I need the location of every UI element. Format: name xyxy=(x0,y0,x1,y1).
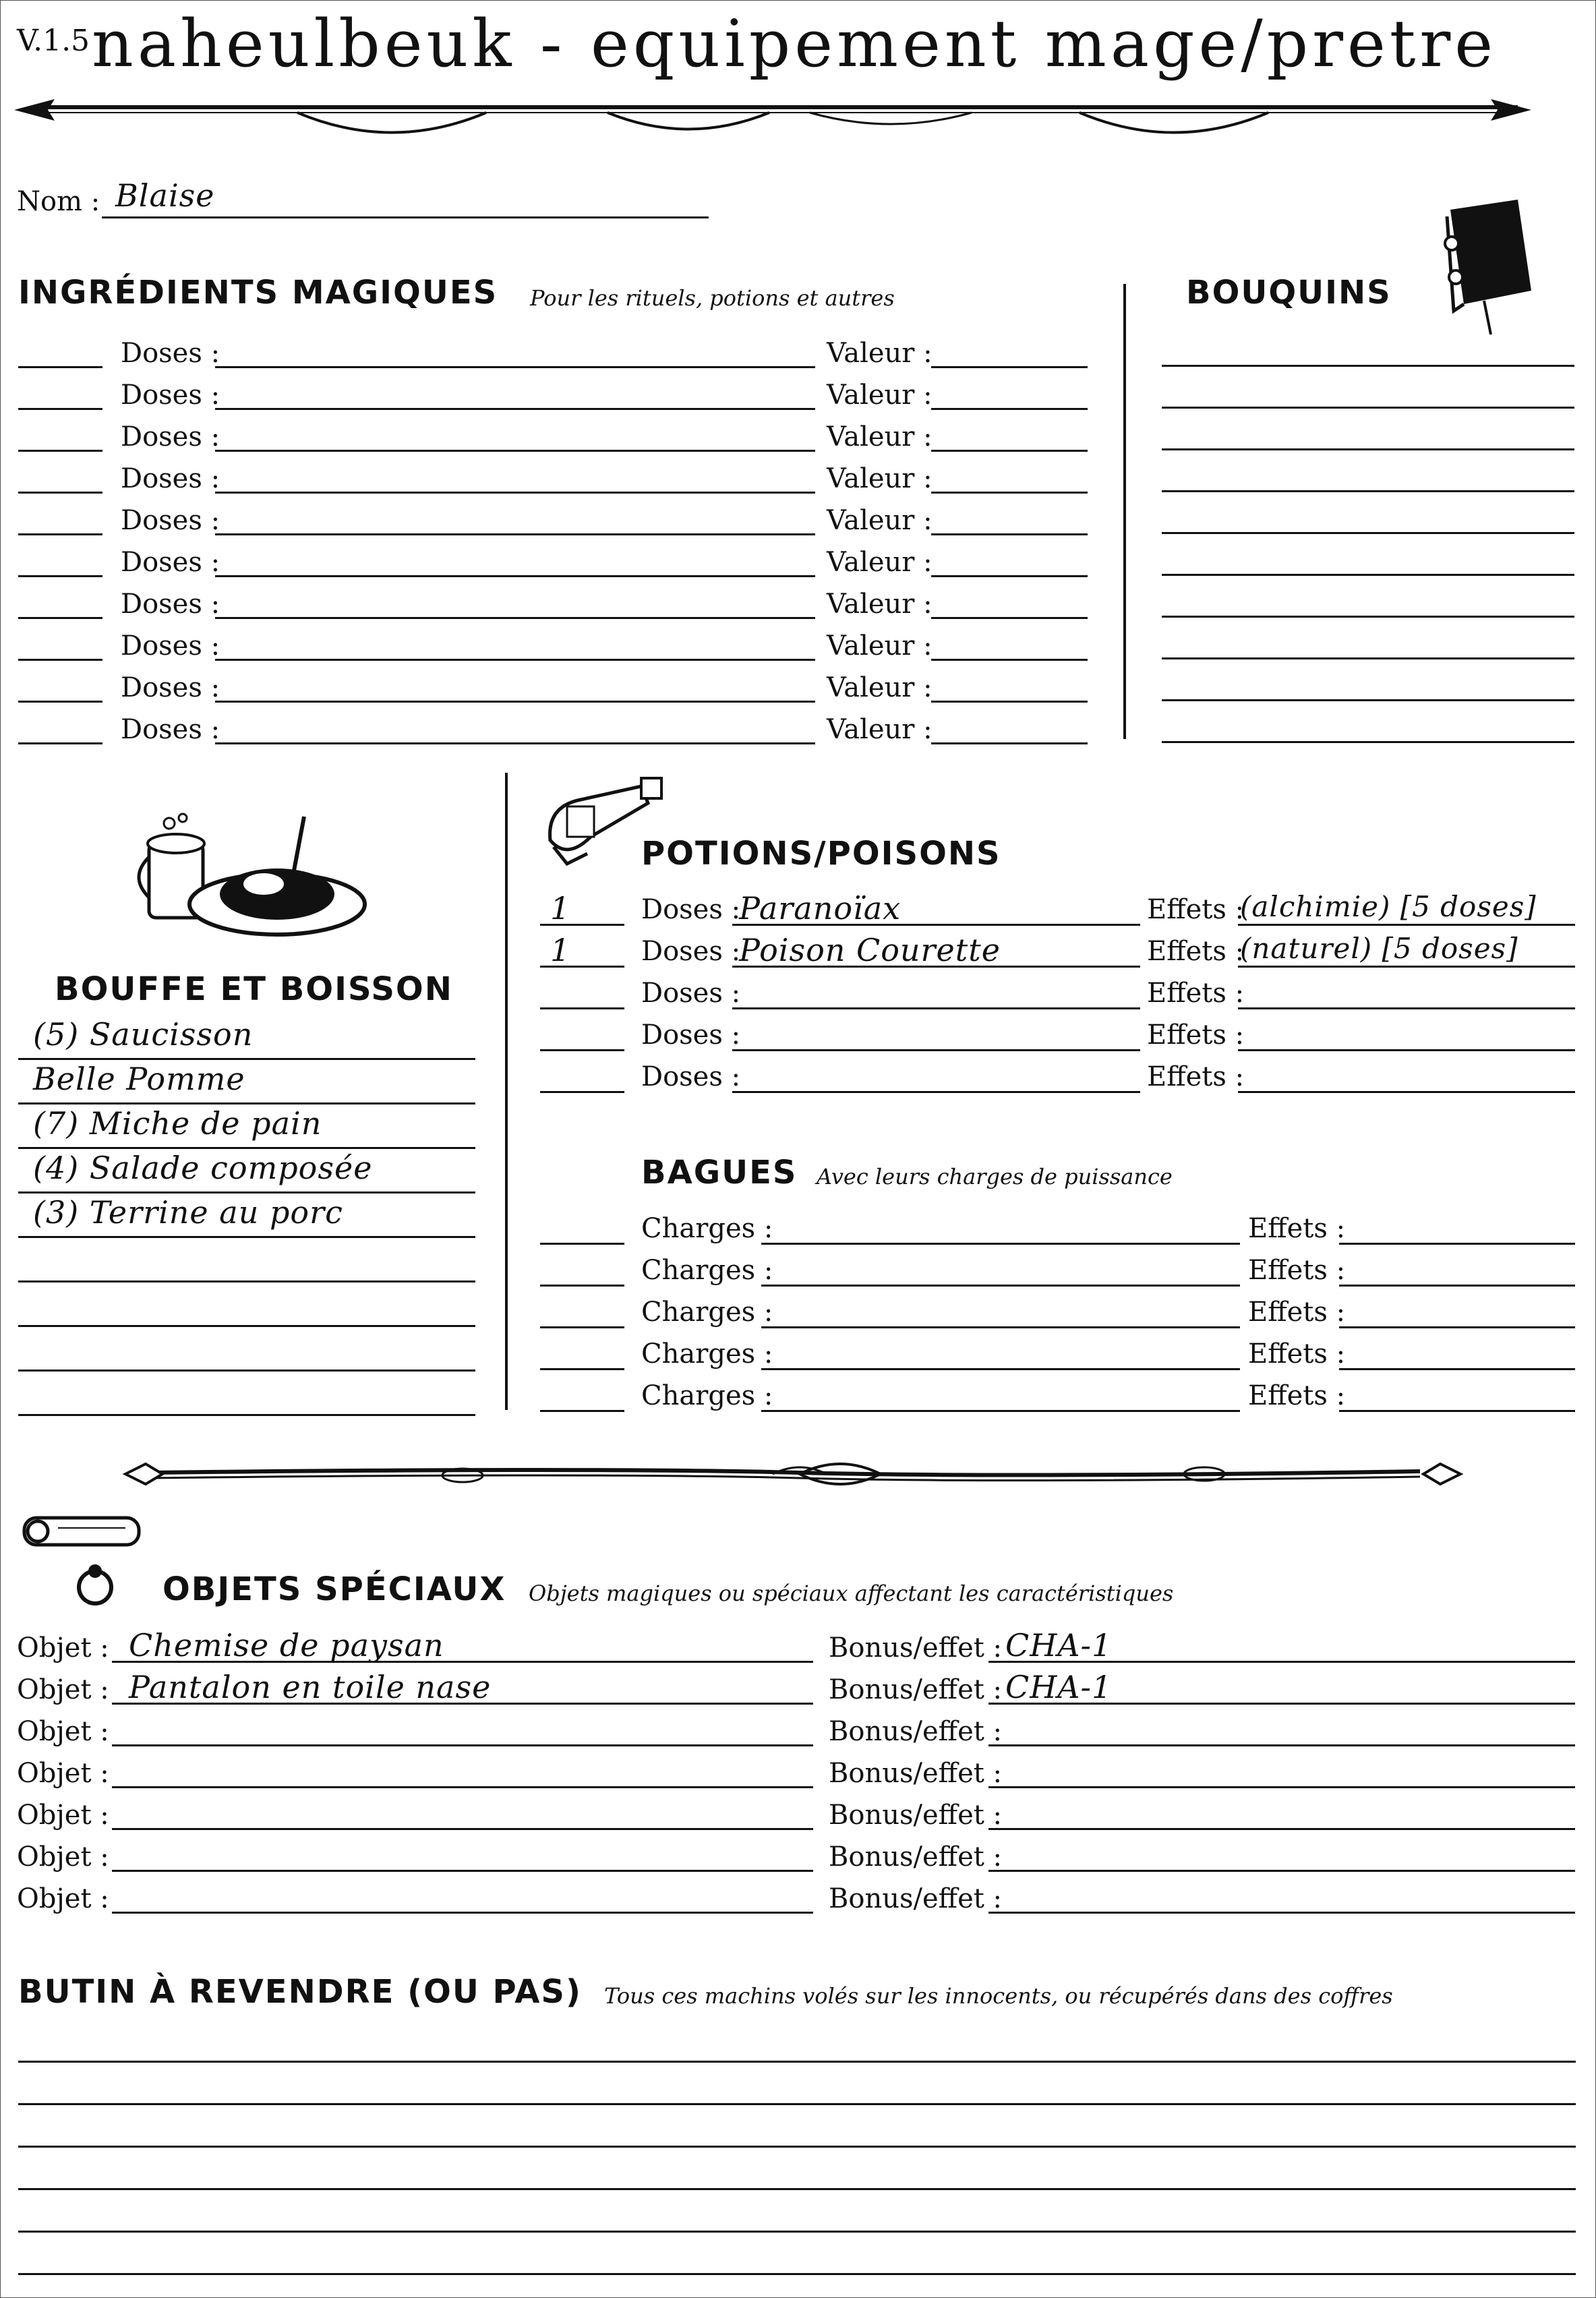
potion-qty-line[interactable] xyxy=(540,1007,624,1009)
ingredient-name-line[interactable] xyxy=(215,617,815,619)
ingredient-doses-label: Doses : xyxy=(121,380,220,411)
ingredients-title: INGRÉDIENTS MAGIQUES xyxy=(18,274,498,312)
ingredient-qty-line[interactable] xyxy=(18,617,102,619)
nom-line xyxy=(102,216,709,218)
bouffe-line[interactable] xyxy=(18,1236,475,1238)
ingredient-doses-label: Doses : xyxy=(121,505,220,536)
ingredient-valeur-line[interactable] xyxy=(931,575,1088,577)
objets-title: OBJETS SPÉCIAUX xyxy=(162,1570,506,1608)
nom-value[interactable]: Blaise xyxy=(115,177,215,214)
potion-effets-label: Effets : xyxy=(1147,1020,1245,1051)
bague-effets-line[interactable] xyxy=(1339,1410,1575,1412)
ingredient-valeur-line[interactable] xyxy=(931,617,1088,619)
ingredient-doses-label: Doses : xyxy=(121,714,220,745)
objet-label: Objet : xyxy=(17,1800,109,1831)
ingredient-valeur-label: Valeur : xyxy=(827,714,933,745)
bague-effets-line[interactable] xyxy=(1339,1368,1575,1370)
ingredient-name-line[interactable] xyxy=(215,408,815,410)
ingredient-valeur-line[interactable] xyxy=(931,408,1088,410)
bague-effets-line[interactable] xyxy=(1339,1326,1575,1328)
ingredient-qty-line[interactable] xyxy=(18,701,102,703)
bouquin-line[interactable] xyxy=(1162,741,1574,743)
butin-line[interactable] xyxy=(18,2103,1576,2105)
ingredient-name-line[interactable] xyxy=(215,533,815,535)
bague-effets-label: Effets : xyxy=(1248,1255,1346,1286)
ingredient-valeur-label: Valeur : xyxy=(827,630,933,661)
bouffe-line[interactable] xyxy=(18,1280,475,1283)
objet-label: Objet : xyxy=(17,1842,109,1873)
ingredient-qty-line[interactable] xyxy=(18,408,102,410)
bouffe-item[interactable]: (4) Salade composée xyxy=(33,1150,373,1186)
ingredient-doses-label: Doses : xyxy=(121,547,220,578)
bagues-title: BAGUES xyxy=(641,1154,798,1191)
ingredient-name-line[interactable] xyxy=(215,450,815,452)
ingredient-qty-line[interactable] xyxy=(18,450,102,452)
bouquin-line[interactable] xyxy=(1162,616,1574,618)
objet-line[interactable] xyxy=(112,1661,813,1663)
bonus-line[interactable] xyxy=(988,1870,1575,1872)
bague-effets-label: Effets : xyxy=(1248,1297,1346,1328)
potion-name-line[interactable] xyxy=(732,966,1140,968)
butin-line[interactable] xyxy=(18,2146,1576,2148)
bouffe-line[interactable] xyxy=(18,1325,475,1327)
ingredient-name-line[interactable] xyxy=(215,492,815,494)
objet-label: Objet : xyxy=(17,1883,109,1914)
potion-doses-label: Doses : xyxy=(641,1020,741,1051)
potion-name-line[interactable] xyxy=(732,924,1140,926)
bouquin-line[interactable] xyxy=(1162,407,1574,409)
potions-title: POTIONS/POISONS xyxy=(641,835,1001,873)
bouffe-item[interactable]: (7) Miche de pain xyxy=(33,1105,322,1142)
book-icon xyxy=(1437,196,1538,338)
ingredient-name-line[interactable] xyxy=(215,575,815,577)
bonus-line[interactable] xyxy=(988,1703,1575,1705)
ingredient-doses-label: Doses : xyxy=(121,630,220,661)
potion-doses-label: Doses : xyxy=(641,936,741,967)
bouffe-item[interactable]: (5) Saucisson xyxy=(33,1016,254,1053)
middle-separator xyxy=(505,773,508,1410)
butin-line[interactable] xyxy=(18,2273,1576,2275)
objet-line[interactable] xyxy=(112,1870,813,1872)
bouquin-line[interactable] xyxy=(1162,448,1574,450)
ingredient-name-line[interactable] xyxy=(215,366,815,368)
potion-doses-label: Doses : xyxy=(641,894,741,925)
ingredient-valeur-line[interactable] xyxy=(931,492,1088,494)
potion-effets-label: Effets : xyxy=(1147,978,1245,1009)
potion-name[interactable]: Paranoïax xyxy=(739,890,902,926)
bouffe-item[interactable]: Belle Pomme xyxy=(33,1061,245,1097)
ingredient-valeur-line[interactable] xyxy=(931,533,1088,535)
bouffe-line[interactable] xyxy=(18,1147,475,1149)
bague-effets-label: Effets : xyxy=(1248,1338,1346,1369)
ingredient-doses-label: Doses : xyxy=(121,589,220,620)
ingredient-valeur-label: Valeur : xyxy=(827,463,933,494)
bouffe-line[interactable] xyxy=(18,1414,475,1416)
bonus-label: Bonus/effet : xyxy=(829,1632,1003,1663)
butin-line[interactable] xyxy=(18,2231,1576,2233)
objet-line[interactable] xyxy=(112,1703,813,1705)
bague-charges-label: Charges : xyxy=(641,1338,773,1369)
ingredient-name-line[interactable] xyxy=(215,742,815,744)
potion-effet-line[interactable] xyxy=(1238,1007,1575,1009)
potion-doses-label: Doses : xyxy=(641,978,741,1009)
bague-effets-label: Effets : xyxy=(1248,1380,1346,1411)
potion-effets-label: Effets : xyxy=(1147,894,1245,925)
ingredient-doses-label: Doses : xyxy=(121,421,220,452)
ingredient-qty-line[interactable] xyxy=(18,575,102,577)
ingredient-valeur-label: Valeur : xyxy=(827,547,933,578)
bague-charges-label: Charges : xyxy=(641,1297,773,1328)
bonus-value[interactable]: CHA-1 xyxy=(1005,1627,1113,1663)
ingredient-valeur-line[interactable] xyxy=(931,742,1088,744)
staff-divider-icon xyxy=(125,1447,1460,1501)
ingredient-valeur-line[interactable] xyxy=(931,450,1088,452)
potion-effet[interactable]: (alchimie) [5 doses] xyxy=(1240,890,1537,923)
potion-qty-line[interactable] xyxy=(540,1049,624,1051)
potion-qty-line[interactable] xyxy=(540,924,624,926)
ingredient-valeur-label: Valeur : xyxy=(827,672,933,703)
bague-qty-line[interactable] xyxy=(540,1368,624,1370)
potion-name[interactable]: Poison Courette xyxy=(739,932,1001,968)
nom-label: Nom : xyxy=(17,186,100,217)
scroll-icon xyxy=(18,1508,152,1555)
potion-doses-label: Doses : xyxy=(641,1061,741,1092)
objet-value[interactable]: Pantalon en toile nase xyxy=(129,1669,492,1705)
ingredient-valeur-line[interactable] xyxy=(931,366,1088,368)
ring-icon xyxy=(71,1562,119,1609)
ingredients-separator xyxy=(1123,284,1126,739)
bonus-label: Bonus/effet : xyxy=(829,1800,1003,1831)
bague-qty-line[interactable] xyxy=(540,1326,624,1328)
bonus-value[interactable]: CHA-1 xyxy=(1005,1669,1113,1705)
potion-qty-line[interactable] xyxy=(540,1091,624,1093)
potion-effet-line[interactable] xyxy=(1238,1049,1575,1051)
bouquin-line[interactable] xyxy=(1162,574,1574,576)
bonus-label: Bonus/effet : xyxy=(829,1883,1003,1914)
bague-charges-line[interactable] xyxy=(761,1285,1240,1287)
bonus-line[interactable] xyxy=(988,1786,1575,1788)
bague-qty-line[interactable] xyxy=(540,1410,624,1412)
ingredient-valeur-line[interactable] xyxy=(931,659,1088,661)
ingredient-doses-label: Doses : xyxy=(121,338,220,369)
spear-divider-icon xyxy=(14,88,1531,149)
bague-charges-line[interactable] xyxy=(761,1326,1240,1328)
bague-charges-label: Charges : xyxy=(641,1380,773,1411)
objet-line[interactable] xyxy=(112,1744,813,1746)
bonus-label: Bonus/effet : xyxy=(829,1716,1003,1747)
ingredient-qty-line[interactable] xyxy=(18,492,102,494)
ingredient-qty-line[interactable] xyxy=(18,659,102,661)
bonus-label: Bonus/effet : xyxy=(829,1758,1003,1789)
bonus-line[interactable] xyxy=(988,1661,1575,1663)
page-title: naheulbeuk - equipement mage/pretre xyxy=(92,6,1498,82)
potion-qty[interactable]: 1 xyxy=(550,890,571,926)
food-plate-icon xyxy=(142,803,372,945)
potion-name-line[interactable] xyxy=(732,1007,1140,1009)
bouquin-line[interactable] xyxy=(1162,490,1574,492)
bonus-label: Bonus/effet : xyxy=(829,1674,1003,1705)
ingredient-valeur-label: Valeur : xyxy=(827,505,933,536)
ingredient-qty-line[interactable] xyxy=(18,533,102,535)
objet-line[interactable] xyxy=(112,1912,813,1914)
version-label: V.1.5 xyxy=(17,24,90,58)
objet-label: Objet : xyxy=(17,1758,109,1789)
potion-effets-label: Effets : xyxy=(1147,936,1245,967)
potion-effet-line[interactable] xyxy=(1238,924,1575,926)
bague-qty-line[interactable] xyxy=(540,1243,624,1245)
potion-effet-line[interactable] xyxy=(1238,1091,1575,1093)
bouquins-title: BOUQUINS xyxy=(1186,274,1392,312)
objet-label: Objet : xyxy=(17,1674,109,1705)
bonus-label: Bonus/effet : xyxy=(829,1842,1003,1873)
butin-line[interactable] xyxy=(18,2188,1576,2190)
bague-effets-label: Effets : xyxy=(1248,1213,1346,1244)
bouquin-line[interactable] xyxy=(1162,657,1574,659)
butin-title: BUTIN À REVENDRE (OU PAS) xyxy=(18,1973,582,2011)
butin-subtitle: Tous ces machins volés sur les innocents, ou récupérés dans des coffres xyxy=(604,1983,1393,2009)
bonus-line[interactable] xyxy=(988,1828,1575,1830)
ingredient-qty-line[interactable] xyxy=(18,742,102,744)
potion-name-line[interactable] xyxy=(732,1091,1140,1093)
bouquin-line[interactable] xyxy=(1162,532,1574,534)
objet-label: Objet : xyxy=(17,1632,109,1663)
bouquin-line[interactable] xyxy=(1162,699,1574,701)
bouffe-line[interactable] xyxy=(18,1191,475,1194)
potion-effet[interactable]: (naturel) [5 doses] xyxy=(1240,932,1518,965)
ingredients-subtitle: Pour les rituels, potions et autres xyxy=(530,285,895,311)
bouquin-line[interactable] xyxy=(1162,365,1574,367)
ingredient-valeur-label: Valeur : xyxy=(827,380,933,411)
ingredient-name-line[interactable] xyxy=(215,701,815,703)
bague-qty-line[interactable] xyxy=(540,1285,624,1287)
ingredient-name-line[interactable] xyxy=(215,659,815,661)
ingredient-doses-label: Doses : xyxy=(121,672,220,703)
ingredient-valeur-label: Valeur : xyxy=(827,338,933,369)
bague-charges-label: Charges : xyxy=(641,1213,773,1244)
bague-charges-line[interactable] xyxy=(761,1368,1240,1370)
ingredient-valeur-label: Valeur : xyxy=(827,589,933,620)
objet-label: Objet : xyxy=(17,1716,109,1747)
bague-charges-line[interactable] xyxy=(761,1410,1240,1412)
bagues-subtitle: Avec leurs charges de puissance xyxy=(817,1164,1173,1189)
objet-line[interactable] xyxy=(112,1828,813,1830)
potion-effet-line[interactable] xyxy=(1238,966,1575,968)
bouffe-title: BOUFFE ET BOISSON xyxy=(55,970,453,1008)
bague-charges-label: Charges : xyxy=(641,1255,773,1286)
bonus-line[interactable] xyxy=(988,1912,1575,1914)
bonus-line[interactable] xyxy=(988,1744,1575,1746)
bague-effets-line[interactable] xyxy=(1339,1285,1575,1287)
bague-charges-line[interactable] xyxy=(761,1243,1240,1245)
bouffe-line[interactable] xyxy=(18,1058,475,1060)
bouffe-line[interactable] xyxy=(18,1369,475,1372)
butin-line[interactable] xyxy=(18,2061,1576,2063)
potion-qty[interactable]: 1 xyxy=(550,932,571,968)
bouffe-item[interactable]: (3) Terrine au porc xyxy=(33,1194,343,1231)
bague-effets-line[interactable] xyxy=(1339,1243,1575,1245)
potion-effets-label: Effets : xyxy=(1147,1061,1245,1092)
ingredient-qty-line[interactable] xyxy=(18,366,102,368)
objet-value[interactable]: Chemise de paysan xyxy=(129,1627,444,1663)
ingredient-valeur-label: Valeur : xyxy=(827,421,933,452)
potion-qty-line[interactable] xyxy=(540,966,624,968)
bouffe-line[interactable] xyxy=(18,1102,475,1104)
objets-subtitle: Objets magiques ou spéciaux affectant les caractéristiques xyxy=(529,1581,1174,1606)
objet-line[interactable] xyxy=(112,1786,813,1788)
ingredient-doses-label: Doses : xyxy=(121,463,220,494)
ingredient-valeur-line[interactable] xyxy=(931,701,1088,703)
potion-name-line[interactable] xyxy=(732,1049,1140,1051)
